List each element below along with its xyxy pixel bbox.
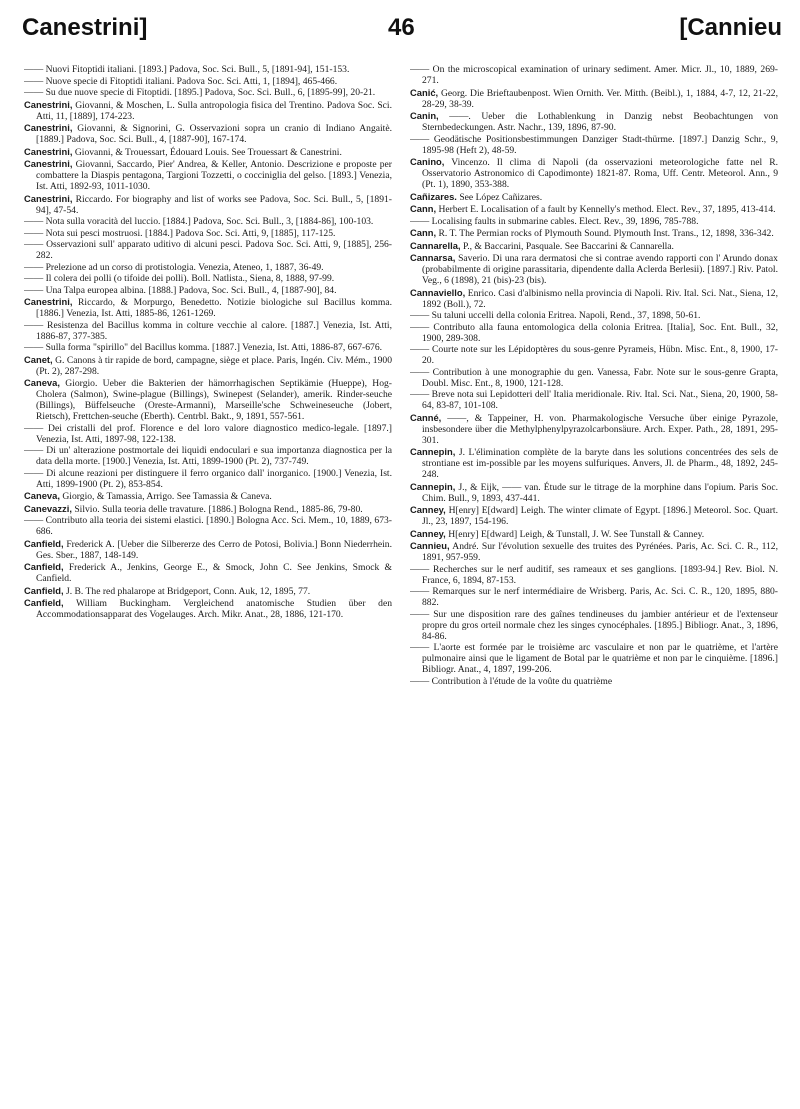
bib-entry xyxy=(410,446,778,480)
entry-author-surname: Cannarella, xyxy=(410,239,461,251)
entry-citation-text: —— Su due nuove specie di Fitoptidi. [1895.] Padova, Soc. Sci. Bull., 6, [1895-99], 20-21. xyxy=(24,87,376,98)
bib-entry xyxy=(410,203,778,215)
entry-citation-text: —— Contributo alla teoria dei sistemi elastici. [1890.] Bologna Acc. Sci. Mem., 10, 1889, 673-686. xyxy=(24,515,392,537)
entry-citation-text: —— Sulla forma "spirillo" del Bacillus komma. [1887.] Venezia, Ist. Atti, 1886-87, 667-676. xyxy=(24,342,383,353)
entry-citation-text: —— Remarques sur le nerf intermédiaire de Wrisberg. Paris, Ac. Sci. C. R., 120, 1895, 880-882. xyxy=(410,586,778,608)
entry-citation-text: Saverio. Di una rara dermatosi che si contrae avendo rapporti con l' Arundo donax (probabilmente di origine parassitaria, dipendente dalla Aclerda Berlesii). [1897.] Riv. Patol. Veg., 6 (1898), 21 (bis)-23 (bis). xyxy=(422,253,778,286)
running-header xyxy=(0,0,800,60)
entry-citation-text: G. Canons à tir rapide de bord, campagne, siège et place. Paris, Ingén. Civ. Mém., 1900 (Pt. 2), 287-298. xyxy=(36,354,392,377)
entry-citation-text: —— Su taluni uccelli della colonia Eritrea. Napoli, Rend., 37, 1898, 50-61. xyxy=(410,310,701,321)
entry-citation-text: —— Sur une disposition rare des gaînes tendineuses du jambier antérieur et de l'extenseur propre du gros orteil normale chez les singes cynocéphales. [1895.] Bibliogr. Anat., 3, 1896, 84-86. xyxy=(410,608,778,642)
bib-entry xyxy=(410,412,778,446)
entry-citation-text: See López Cañizares. xyxy=(459,191,543,203)
entry-citation-text: William Buckingham. Vergleichend anatomische Studien über den Accommodationsapparat des Vogelauges. Arch. Mikr. Anat., 28, 1886, 121-170. xyxy=(36,598,392,620)
entry-author-surname: Canestrini, xyxy=(24,98,73,110)
entry-citation-text: Riccardo. For biography and list of works see Padova, Soc. Sci. Bull., 5, [1891-94], 47-54. xyxy=(36,193,392,216)
entry-author-surname: Canfield, xyxy=(24,561,64,572)
bib-entry xyxy=(24,423,392,445)
entry-citation-text: —— Contributo alla fauna entomologica della colonia Eritrea. [Italia], Soc. Ent. Bull., 32, 1900, 289-308. xyxy=(410,321,778,344)
entry-citation-text: —— Contribution à une monographie du gen. Vanessa, Fabr. Note sur le sous-genre Grapta, Doubl. Misc. Ent., 8, 1900, 121-128. xyxy=(410,366,778,389)
bib-entry xyxy=(410,216,778,227)
bib-entry xyxy=(24,468,392,490)
bib-entry xyxy=(410,110,778,133)
entry-citation-text: Giovanni, & Trouessart, Édouard Louis. See Trouessart & Canestrini. xyxy=(74,146,342,158)
entry-author-surname: Canestrini, xyxy=(24,158,73,169)
bib-entry xyxy=(24,515,392,537)
bib-entry xyxy=(24,597,392,620)
entry-citation-text: Frederick A., Jenkins, George E., & Smock, John C. See Jenkins, Smock & Canfield. xyxy=(36,562,392,584)
entry-author-surname: Canestrini, xyxy=(24,296,73,307)
bib-entry xyxy=(410,504,778,527)
bib-entry xyxy=(24,490,392,502)
entry-author-surname: Canin, xyxy=(410,110,439,121)
entry-author-surname: Caneva, xyxy=(24,377,60,388)
bib-entry xyxy=(410,586,778,608)
entry-citation-text: H[enry] E[dward] Leigh. The winter climate of Egypt. [1896.] Meteorol. Soc. Quart. Jl., 23, 1897, 154-196. xyxy=(422,505,778,527)
bib-entry xyxy=(410,322,778,344)
bib-entry xyxy=(410,156,778,190)
entry-author-surname: Canestrini, xyxy=(24,145,73,157)
entry-author-surname: Cannieu, xyxy=(410,540,450,551)
entry-author-surname: Caneva, xyxy=(24,490,60,501)
bib-entry xyxy=(410,87,778,110)
bib-entry xyxy=(24,561,392,584)
entry-citation-text: ——. Ueber die Lothablenkung in Danzig nebst Beobachtungen von Sternbedeckungen. Astr. Nachr., 139, 1896, 87-90. xyxy=(422,111,778,133)
page-number: 46 xyxy=(388,14,415,41)
entry-citation-text: Herbert E. Localisation of a fault by Kennelly's method. Elect. Rev., 37, 1895, 413-414. xyxy=(438,204,776,215)
entry-author-surname: Canney, xyxy=(410,527,446,539)
bib-entry xyxy=(24,445,392,467)
left-column xyxy=(24,64,392,1104)
bib-entry xyxy=(24,262,392,273)
entry-citation-text: Giorgio, & Tamassia, Arrigo. See Tamassia & Caneva. xyxy=(62,491,272,502)
bib-entry xyxy=(24,64,392,75)
entry-author-surname: Canestrini, xyxy=(24,192,73,204)
entry-citation-text: —— Nota sulla voracità del luccio. [1884.] Padova, Soc. Sci. Bull., 3, [1884-86], 100-103. xyxy=(24,216,374,227)
bib-entry xyxy=(24,99,392,122)
bib-entry xyxy=(410,227,778,239)
bib-entry xyxy=(24,377,392,422)
entry-author-surname: Canić, xyxy=(410,86,439,98)
entry-citation-text: —— Resistenza del Bacillus komma in colture vecchie al calore. [1887.] Venezia, Ist. Atti, 1886-87, 377-385. xyxy=(24,319,392,342)
entry-author-surname: Cannepin, xyxy=(410,446,456,457)
bib-entry xyxy=(24,216,392,227)
entry-citation-text: Giovanni, Saccardo, Pier' Andrea, & Keller, Antonio. Descrizione e proposte per combattere la Diaspis pentagona, Targioni Tozzetti, o cocciniglia del gelso. [1893.] Venezia, Ist. Atti, 1892-93, 1011-1030. xyxy=(36,159,392,192)
bib-entry xyxy=(24,193,392,216)
entry-citation-text: Silvio. Sulla teoria delle travature. [1886.] Bologna Rend., 1885-86, 79-80. xyxy=(74,503,363,515)
entry-citation-text: Giorgio. Ueber die Bakterien der hämorrhagischen Septikämie (Hueppe), Hog-Cholera (Salmon), Swine-plague (Billings), Swinepest (Selander), amerik. Rinder-seuche (Billings), Büffelseuche (Oreste-Armanni), Marseille'sche Schweineseuche (Jobert, Rietsch), Frettchen-seuche (Eberth). Centrbl. Bakt., 9, 1891, 557-561. xyxy=(36,378,392,422)
entry-citation-text: Frederick A. [Ueber die Silbererze des Cerro de Potosi, Bolivia.] Bonn Niederrhein. Ges. Sber., 1887, 148-149. xyxy=(36,538,392,561)
entry-citation-text: R. T. The Permian rocks of Plymouth Sound. Plymouth Inst. Trans., 12, 1898, 336-342. xyxy=(438,228,774,239)
bib-entry xyxy=(24,342,392,353)
entry-author-surname: Canino, xyxy=(410,156,445,167)
right-column xyxy=(410,64,778,1104)
bib-entry xyxy=(410,64,778,86)
entry-author-surname: Cann, xyxy=(410,203,437,214)
entry-citation-text: —— Di alcune reazioni per distinguere il ferro organico dall' inorganico. [1900.] Venezia, Ist. Atti, 1899-1900 (Pt. 2), 853-854. xyxy=(24,467,392,490)
bib-entry xyxy=(410,367,778,389)
entry-citation-text: H[enry] E[dward] Leigh, & Tunstall, J. W. See Tunstall & Canney. xyxy=(448,528,705,540)
entry-citation-text: J. B. The red phalarope at Bridgeport, Conn. Auk, 12, 1895, 77. xyxy=(66,585,311,597)
entry-author-surname: Canfield, xyxy=(24,584,64,596)
entry-author-surname: Canet, xyxy=(24,353,53,365)
entry-author-surname: Canné, xyxy=(410,411,442,423)
bib-entry xyxy=(24,158,392,192)
entry-citation-text: Giovanni, & Moschen, L. Sulla antropologia fisica del Trentino. Padova Soc. Sci. Atti, 11, [1889], 174-223. xyxy=(36,99,392,122)
entry-author-surname: Cannepin, xyxy=(410,480,456,492)
entry-citation-text: J. L'élimination complète de la baryte dans les solutions concentrées des sels de strontiane est im-possible par les moyens sulfuriques. Anvers, Jl. de Pharm., 48, 1892, 245-248. xyxy=(422,447,778,480)
bib-entry xyxy=(24,273,392,284)
entry-citation-text: Riccardo, & Morpurgo, Benedetto. Notizie biologiche sul Bacillus komma. [1886.] Venezia, Ist. Atti, 1885-86, 1261-1269. xyxy=(36,297,392,319)
bib-entry xyxy=(24,87,392,98)
bib-entry xyxy=(24,228,392,239)
entry-citation-text: —— Una Talpa europea albina. [1888.] Padova, Soc. Sci. Bull., 4, [1887-90], 84. xyxy=(24,284,337,296)
bib-entry xyxy=(410,344,778,366)
bib-entry xyxy=(410,564,778,586)
entry-citation-text: Giovanni, & Signorini, G. Osservazioni sopra un cranio di Indiano Angaitè. [1889.] Padova, Soc. Sci. Bull., 4, [1887-90], 167-174. xyxy=(36,123,392,145)
bib-entry xyxy=(410,481,778,504)
entry-author-surname: Cannaviello, xyxy=(410,286,466,298)
entry-author-surname: Canestrini, xyxy=(24,122,73,133)
entry-citation-text: —— Courte note sur les Lépidoptères du sous-genre Pyrameis, Hübn. Misc. Ent., 8, 1900, 17-20. xyxy=(410,344,778,366)
entry-citation-text: —— Geodätische Positionsbestimmungen Danziger Stadt-thürme. [1897.] Danzig Schr., 9, 1895-98 (Heft 2), 48-59. xyxy=(410,133,778,156)
bib-entry xyxy=(24,320,392,342)
entry-citation-text: —— Di un' alterazione postmortale dei liquidi endoculari e sua importanza diagnostica per la data della morte. [1900.] Venezia, Ist. Atti, 1899-1900 (Pt. 2), 737-749. xyxy=(24,445,392,467)
entry-citation-text: —— On the microscopical examination of urinary sediment. Amer. Micr. Jl., 10, 1889, 269-271. xyxy=(410,64,778,86)
entry-citation-text: —— L'aorte est formée par le troisième arc vasculaire et non par le quatrième, et l'artère pulmonaire ainsi que le ligament de Botal par le quatrième et non par le cinquième. [1896.] Bibliogr. Anat., 4, 1897, 199-206. xyxy=(410,642,778,675)
entry-author-surname: Canfield, xyxy=(24,537,64,549)
bib-entry xyxy=(24,503,392,515)
bib-entry xyxy=(410,287,778,310)
entry-citation-text: —— Dei cristalli del prof. Florence e del loro valore diagnostico medico-legale. [1897.] Venezia, Ist. Atti, 1897-98, 122-138. xyxy=(24,422,392,445)
bib-entry xyxy=(24,296,392,319)
header-right-entry: [Cannieu xyxy=(679,14,782,41)
entry-citation-text: André. Sur l'évolution sexuelle des truites des Pyrénées. Paris, Ac. Sci. C. R., 112, 1891, 957-959. xyxy=(422,541,778,563)
entry-author-surname: Cañizares. xyxy=(410,190,457,202)
entry-author-surname: Cann, xyxy=(410,227,437,238)
entry-citation-text: —— Breve nota sui Lepidotteri dell' Italia meridionale. Riv. Ital. Sci. Nat., Siena, 20, 1900, 58-64, 83-87, 101-108. xyxy=(410,389,778,411)
entry-author-surname: Canfield, xyxy=(24,597,64,608)
bib-entry xyxy=(410,540,778,563)
bib-entry xyxy=(24,538,392,561)
bib-entry xyxy=(24,285,392,296)
entry-citation-text: —— Prelezione ad un corso di protistologia. Venezia, Ateneo, 1, 1887, 36-49. xyxy=(24,261,324,273)
entry-author-surname: Canney, xyxy=(410,504,446,515)
entry-citation-text: —— Nuove specie di Fitoptidi italiani. Padova Soc. Sci. Atti, 1, [1894], 465-466. xyxy=(24,75,338,87)
entry-citation-text: Vincenzo. Il clima di Napoli (da osservazioni meteorologiche fatte nel R. Osservatorio Astronomico di Capodimonte) 1821-87. Roma, Uff. Centr. Meteorol. Ann., 9 (Pt. 1), 1890, 353-388. xyxy=(422,157,778,190)
entry-citation-text: —— Osservazioni sull' apparato uditivo di alcuni pesci. Padova Soc. Sci. Atti, 9, [1885], 256-282. xyxy=(24,239,392,261)
entry-citation-text: —— Localising faults in submarine cables. Elect. Rev., 39, 1896, 785-788. xyxy=(410,215,699,227)
entry-author-surname: Canevazzi, xyxy=(24,502,72,514)
bib-entry xyxy=(24,76,392,87)
entry-citation-text: —— Nota sui pesci mostruosi. [1884.] Padova Soc. Sci. Atti, 9, [1885], 117-125. xyxy=(24,227,336,239)
bib-entry xyxy=(410,134,778,156)
bib-entry xyxy=(24,354,392,377)
bib-entry xyxy=(24,585,392,597)
entry-author-surname: Cannarsa, xyxy=(410,252,456,263)
entry-citation-text: Enrico. Casi d'albinismo nella provincia di Napoli. Riv. Ital. Sci. Nat., Siena, 12, 1892 (Boll.), 72. xyxy=(422,287,778,310)
bib-entry xyxy=(410,389,778,411)
entry-citation-text: ——, & Tappeiner, H. von. Pharmakologische Versuche über einige Pyrazole, insbesondere über die Methylphenylpyrazolcarbonsäure. Arch. Exper. Path., 28, 1891, 295-301. xyxy=(422,412,778,446)
entry-citation-text: —— Recherches sur le nerf auditif, ses rameaux et ses ganglions. [1893-94.] Rev. Biol. N. France, 6, 1894, 87-153. xyxy=(410,563,778,586)
entry-citation-text: —— Nuovi Fitoptidi italiani. [1893.] Padova, Soc. Sci. Bull., 5, [1891-94], 151-153. xyxy=(24,64,350,75)
bib-entry xyxy=(24,239,392,261)
entry-citation-text: P., & Baccarini, Pasquale. See Baccarini & Cannarella. xyxy=(462,240,674,252)
bib-entry xyxy=(410,676,778,687)
bib-entry xyxy=(410,609,778,642)
bib-entry xyxy=(410,191,778,203)
bib-entry xyxy=(410,310,778,321)
bib-entry xyxy=(24,146,392,158)
entry-citation-text: —— Contribution à l'étude de la voûte du quatrième xyxy=(410,675,613,687)
bib-entry xyxy=(410,252,778,286)
bib-entry xyxy=(410,528,778,540)
header-left-entry: Canestrini] xyxy=(22,14,148,41)
entry-citation-text: —— Il colera dei polli (o tifoide dei polli). Boll. Natlista., Siena, 8, 1888, 97-99. xyxy=(24,273,335,284)
entry-citation-text: J., & Eijk, —— van. Étude sur le titrage de la morphine dans l'opium. Paris Soc. Chim. Bull., 9, 1893, 437-441. xyxy=(422,481,778,504)
bib-entry xyxy=(410,642,778,675)
bib-entry xyxy=(410,240,778,252)
bib-entry xyxy=(24,122,392,145)
entry-citation-text: Georg. Die Brieftaubenpost. Wien Ornith. Ver. Mitth. (Beibl.), 1, 1884, 4-7, 12, 21-22, 28-29, 38-39. xyxy=(422,87,778,110)
